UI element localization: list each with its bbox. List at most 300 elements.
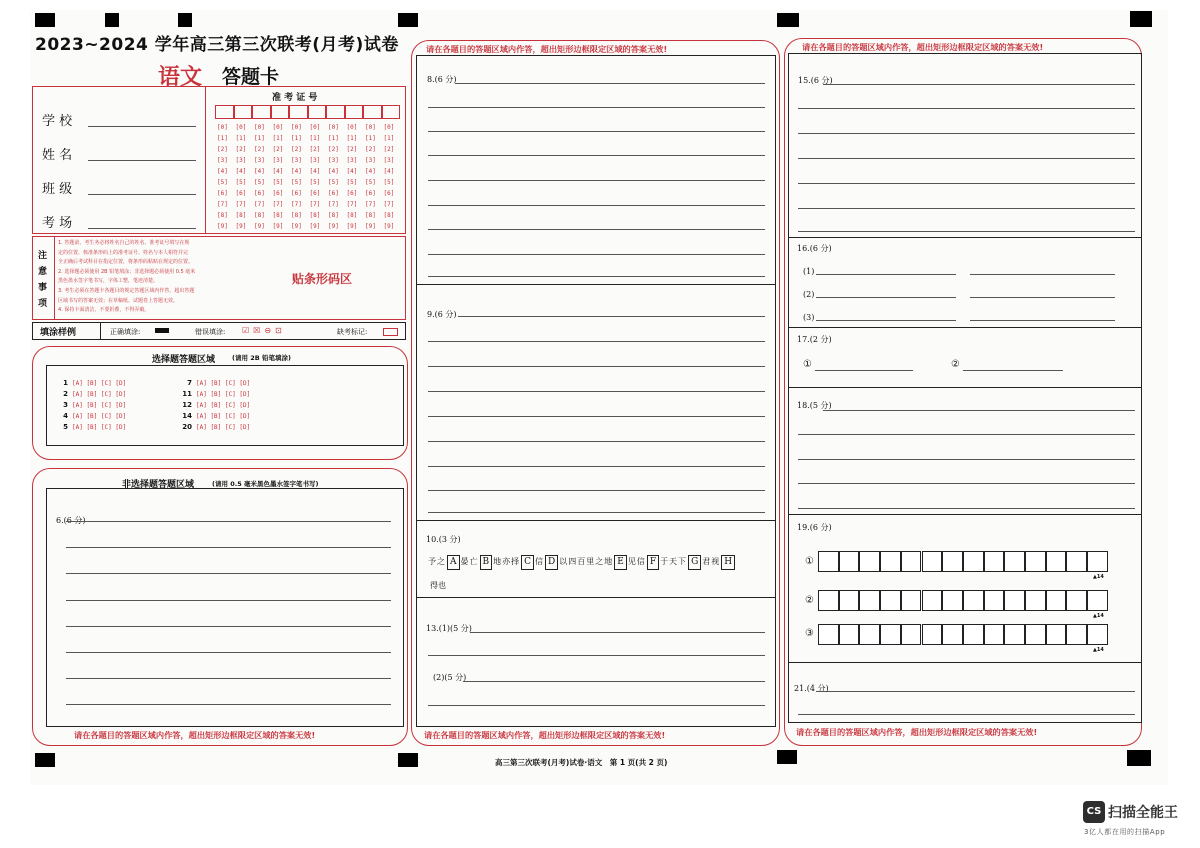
exam-id-bubble[interactable]: [2] <box>328 146 339 153</box>
exam-id-entry-box[interactable] <box>363 105 382 119</box>
q19-char-cell[interactable] <box>1087 590 1108 611</box>
exam-id-bubble[interactable]: [1] <box>254 135 265 142</box>
exam-id-bubble[interactable]: [6] <box>309 190 321 197</box>
mc-note: (请用 2B 铅笔填涂) <box>232 354 291 362</box>
exam-id-bubble[interactable]: [3] <box>328 157 339 164</box>
exam-id-bubble[interactable]: [3] <box>217 157 228 164</box>
exam-id-bubble[interactable]: [8] <box>217 212 228 219</box>
registration-mark <box>777 13 799 27</box>
q19-char-cell[interactable] <box>1066 590 1087 611</box>
q19-char-cell[interactable] <box>859 624 880 645</box>
mc-options[interactable]: [A] [B] [C] [D] <box>196 380 251 387</box>
mc-title: 选择题答题区域 <box>152 355 216 365</box>
notice-line: 1. 答题前，考生务必将姓名自己的姓名、准考证号填写在规 <box>58 240 190 246</box>
exam-id-bubble[interactable]: [1] <box>383 135 395 142</box>
q19-char-cell[interactable] <box>839 590 860 611</box>
exam-id-bubble[interactable]: [3] <box>346 157 358 164</box>
exam-id-bubble[interactable]: [0] <box>235 124 247 131</box>
exam-id-bubble[interactable]: [9] <box>272 223 284 230</box>
exam-id-bubble[interactable]: [9] <box>291 223 302 230</box>
q16-answer-line[interactable] <box>970 274 1115 275</box>
q19-char-cell[interactable] <box>1025 624 1046 645</box>
barcode-area-label: 贴条形码区 <box>292 272 353 286</box>
mc-options[interactable]: [A] [B] [C] [D] <box>196 391 251 398</box>
q6-answer-line[interactable] <box>66 547 391 548</box>
q16-label: 16.(6 分) <box>797 244 832 253</box>
scanner-tagline: 3亿人都在用的扫描App <box>1084 828 1166 836</box>
warning-top-right: 请在各题目的答题区域内作答，超出矩形边框限定区域的答案无效! <box>802 42 1044 52</box>
exam-id-entry-box[interactable] <box>326 105 345 119</box>
q18-answer-line[interactable] <box>823 410 1135 411</box>
q19-char-cell[interactable] <box>818 551 839 572</box>
registration-mark <box>1127 750 1151 766</box>
q15-answer-line[interactable] <box>798 208 1135 209</box>
exam-id-bubble[interactable]: [3] <box>254 157 265 164</box>
q16-answer-line[interactable] <box>970 320 1115 321</box>
notice-line: 区域书写的答案无效；在草稿纸、试题卷上答题无效。 <box>58 297 179 304</box>
q13-1-label: 13.(1)(5 分) <box>426 624 472 633</box>
q19-char-cell[interactable] <box>1046 590 1067 611</box>
q16-answer-line[interactable] <box>970 297 1115 298</box>
exam-id-bubble[interactable]: [0] <box>365 124 376 131</box>
q19-char-cell[interactable] <box>1004 624 1025 645</box>
middle-divider <box>416 597 776 598</box>
exam-id-bubble[interactable]: [0] <box>346 124 358 131</box>
exam-id-bubble[interactable]: [2] <box>272 146 284 153</box>
exam-id-bubble[interactable]: [1] <box>217 135 228 142</box>
exam-id-bubble[interactable]: [5] <box>254 179 265 186</box>
exam-id-bubble[interactable]: [3] <box>309 157 321 164</box>
q15-label: 15.(6 分) <box>798 76 833 85</box>
exam-id-bubble[interactable]: [6] <box>328 190 339 197</box>
correct-fill-label: 正确填涂: <box>110 328 141 336</box>
q9-answer-line[interactable] <box>458 316 765 317</box>
q19-char-cell[interactable] <box>984 624 1005 645</box>
exam-id-bubble[interactable]: [4] <box>309 168 321 175</box>
q8-answer-line[interactable] <box>428 180 765 181</box>
mc-question-number: 20 <box>182 423 192 431</box>
q9-answer-line[interactable] <box>428 341 765 342</box>
exam-id-bubble[interactable]: [2] <box>254 146 265 153</box>
exam-id-bubble[interactable]: [3] <box>291 157 302 164</box>
mc-options[interactable]: [A] [B] [C] [D] <box>72 424 127 431</box>
q15-answer-line[interactable] <box>798 183 1135 184</box>
exam-id-bubble[interactable]: [4] <box>291 168 302 175</box>
q17-label: 17.(2 分) <box>797 335 832 344</box>
exam-id-bubble[interactable]: [8] <box>309 212 321 219</box>
exam-id-bubble[interactable]: [8] <box>272 212 284 219</box>
mc-question-number: 4 <box>63 412 68 420</box>
q19-char-cell[interactable] <box>901 590 922 611</box>
exam-id-bubble[interactable]: [0] <box>254 124 265 131</box>
fill-example-divider <box>100 322 101 340</box>
q6-answer-line[interactable] <box>66 600 391 601</box>
q19-char-cell[interactable] <box>984 551 1005 572</box>
q10-text-segment: 晏亡 <box>460 557 479 566</box>
q10-text-segment: 予之 <box>428 557 446 566</box>
name-field[interactable] <box>88 160 196 161</box>
q10-break-box[interactable]: E <box>614 555 627 570</box>
room-label: 考 场 <box>42 216 73 231</box>
exam-id-bubble[interactable]: [0] <box>272 124 284 131</box>
exam-id-bubble[interactable]: [8] <box>365 212 376 219</box>
exam-id-bubble[interactable]: [6] <box>217 190 228 197</box>
q15-answer-line[interactable] <box>823 84 1135 85</box>
q19-char-cell[interactable] <box>922 624 943 645</box>
exam-id-bubble[interactable]: [4] <box>383 168 395 175</box>
exam-id-bubble[interactable]: [7] <box>309 201 321 208</box>
q19-char-cell[interactable] <box>942 590 963 611</box>
fill-example-label: 填涂样例 <box>40 328 77 338</box>
exam-id-bubble[interactable]: [7] <box>272 201 284 208</box>
q19-item-1: ① <box>805 556 814 567</box>
exam-id-bubble[interactable]: [7] <box>383 201 395 208</box>
q13-2-answer-line[interactable] <box>428 705 765 706</box>
q16-answer-line[interactable] <box>816 297 956 298</box>
exam-id-bubble[interactable]: [1] <box>346 135 358 142</box>
nonmc-title: 非选择题答题区域 <box>122 480 195 490</box>
q6-answer-line[interactable] <box>66 652 391 653</box>
q8-answer-line[interactable] <box>428 276 765 277</box>
q19-char-cell[interactable] <box>942 551 963 572</box>
q10-break-box[interactable]: G <box>688 555 701 570</box>
q19-char-cell[interactable] <box>1025 551 1046 572</box>
exam-id-bubble[interactable]: [3] <box>383 157 395 164</box>
q10-break-box[interactable]: F <box>647 555 659 570</box>
exam-id-bubble[interactable]: [4] <box>272 168 284 175</box>
q10-sentence[interactable] <box>428 555 736 570</box>
exam-id-bubble[interactable]: [2] <box>365 146 376 153</box>
exam-id-entry-box[interactable] <box>234 105 253 119</box>
exam-id-bubble[interactable]: [2] <box>217 146 228 153</box>
exam-id-grid[interactable] <box>215 105 401 231</box>
right-divider <box>788 237 1142 238</box>
mc-options[interactable]: [A] [B] [C] [D] <box>196 402 251 409</box>
q8-answer-line[interactable] <box>428 107 765 108</box>
exam-id-bubble[interactable]: [6] <box>383 190 395 197</box>
registration-mark <box>1130 11 1152 27</box>
q13-1-answer-line[interactable] <box>428 655 765 656</box>
q19-char-cell[interactable] <box>839 624 860 645</box>
card-name: 答题卡 <box>222 66 280 88</box>
absent-mark-box[interactable] <box>383 328 398 336</box>
q18-answer-line[interactable] <box>798 508 1135 509</box>
exam-id-bubble[interactable]: [8] <box>383 212 395 219</box>
q19-char-cell[interactable] <box>963 624 984 645</box>
exam-id-entry-box[interactable] <box>289 105 308 119</box>
exam-id-bubble[interactable]: [1] <box>235 135 247 142</box>
q19-count-2: ▲14 <box>1093 613 1104 619</box>
q19-char-cell[interactable] <box>1004 590 1025 611</box>
q10-text-segment: 于天下 <box>660 557 688 566</box>
notice-line: 全正确后考试科目在指定位置，将条形码粘贴在规定的位置。 <box>58 259 194 266</box>
q8-answer-line[interactable] <box>428 205 765 206</box>
warning-bottom-middle: 请在各题目的答题区域内作答，超出矩形边框限定区域的答案无效! <box>424 730 666 740</box>
q6-answer-line[interactable] <box>66 573 391 574</box>
exam-id-entry-box[interactable] <box>345 105 364 119</box>
q19-char-cell[interactable] <box>1087 624 1108 645</box>
notice-line: 黑色墨水签字笔书写，字体工整，笔迹清楚。 <box>58 278 159 285</box>
exam-id-entry-box[interactable] <box>271 105 290 119</box>
q17-answer-line[interactable] <box>963 370 1063 371</box>
q16-item-2: (2) <box>803 290 815 299</box>
q19-char-cell[interactable] <box>880 624 901 645</box>
mc-options[interactable]: [A] [B] [C] [D] <box>72 391 127 398</box>
registration-mark <box>105 13 119 27</box>
q16-answer-line[interactable] <box>816 320 956 321</box>
q19-item-3: ③ <box>805 628 814 639</box>
exam-id-bubble[interactable]: [4] <box>346 168 358 175</box>
q9-answer-line[interactable] <box>428 466 765 467</box>
mc-options[interactable]: [A] [B] [C] [D] <box>72 402 127 409</box>
q8-answer-line[interactable] <box>428 155 765 156</box>
q16-answer-line[interactable] <box>816 274 956 275</box>
q19-char-cell[interactable] <box>922 590 943 611</box>
exam-id-bubble[interactable]: [5] <box>217 179 228 186</box>
exam-id-bubble[interactable]: [3] <box>272 157 284 164</box>
exam-id-bubble[interactable]: [0] <box>309 124 321 131</box>
q19-count-1: ▲14 <box>1093 574 1104 580</box>
exam-id-bubble[interactable]: [0] <box>383 124 395 131</box>
exam-id-bubble[interactable]: [0] <box>217 124 228 131</box>
q19-char-cell[interactable] <box>942 624 963 645</box>
q19-char-cell[interactable] <box>1025 590 1046 611</box>
exam-id-bubble[interactable]: [1] <box>272 135 284 142</box>
q6-answer-line[interactable] <box>66 626 391 627</box>
q19-char-cell[interactable] <box>818 624 839 645</box>
q10-text-segment: 地亦择 <box>493 557 521 566</box>
q8-answer-line[interactable] <box>455 83 765 84</box>
right-divider <box>788 662 1142 663</box>
q6-answer-line[interactable] <box>66 704 391 705</box>
name-label: 姓 名 <box>42 148 73 163</box>
exam-id-bubble[interactable]: [0] <box>328 124 339 131</box>
exam-id-bubble[interactable]: [6] <box>346 190 358 197</box>
exam-id-bubble[interactable]: [4] <box>235 168 247 175</box>
exam-id-bubble[interactable]: [6] <box>272 190 284 197</box>
q9-answer-line[interactable] <box>428 391 765 392</box>
exam-id-bubble[interactable]: [4] <box>217 168 228 175</box>
q19-char-cell[interactable] <box>963 590 984 611</box>
q19-char-cell[interactable] <box>922 551 943 572</box>
exam-id-bubble[interactable]: [5] <box>272 179 284 186</box>
q15-answer-line[interactable] <box>798 133 1135 134</box>
notice-text <box>58 239 243 316</box>
exam-id-bubble[interactable]: [4] <box>365 168 376 175</box>
exam-id-bubble[interactable]: [8] <box>291 212 302 219</box>
exam-id-bubble[interactable]: [2] <box>346 146 358 153</box>
exam-id-bubble[interactable]: [1] <box>365 135 376 142</box>
q18-answer-line[interactable] <box>798 434 1135 435</box>
exam-id-bubble[interactable]: [7] <box>254 201 265 208</box>
exam-id-bubble[interactable]: [2] <box>235 146 247 153</box>
exam-id-entry-box[interactable] <box>215 105 234 119</box>
exam-id-bubble[interactable]: [5] <box>291 179 302 186</box>
exam-id-bubble[interactable]: [9] <box>217 223 228 230</box>
right-divider <box>788 387 1142 388</box>
exam-id-bubble[interactable]: [5] <box>383 179 395 186</box>
registration-mark <box>777 750 797 764</box>
room-field[interactable] <box>88 228 196 229</box>
exam-id-bubble[interactable]: [6] <box>291 190 302 197</box>
class-label: 班 级 <box>42 182 73 197</box>
q18-answer-line[interactable] <box>798 459 1135 460</box>
exam-id-bubble[interactable]: [2] <box>309 146 321 153</box>
q10-break-box[interactable]: B <box>480 555 493 570</box>
q10-text-segment: 以四百里之地 <box>559 557 614 566</box>
exam-id-bubble[interactable]: [8] <box>346 212 358 219</box>
q13-2-answer-line[interactable] <box>463 681 765 682</box>
q15-answer-line[interactable] <box>798 158 1135 159</box>
scanner-name: 扫描全能王 <box>1108 805 1178 821</box>
exam-id-bubble[interactable]: [5] <box>365 179 376 186</box>
exam-id-entry-box[interactable] <box>252 105 271 119</box>
q8-answer-line[interactable] <box>428 229 765 230</box>
exam-id-bubble[interactable]: [9] <box>383 223 395 230</box>
exam-id-entry-box[interactable] <box>308 105 327 119</box>
q10-break-box[interactable]: A <box>447 555 460 570</box>
q17-answer-line[interactable] <box>815 370 913 371</box>
nonmc-note: (请用 0.5 毫米黑色墨水签字笔书写) <box>212 480 319 488</box>
q19-char-cell[interactable] <box>963 551 984 572</box>
q19-char-cell[interactable] <box>1087 551 1108 572</box>
q6-answer-line[interactable] <box>66 521 391 522</box>
exam-id-bubble[interactable]: [6] <box>254 190 265 197</box>
q19-char-cell[interactable] <box>901 551 922 572</box>
q19-item-2: ② <box>805 595 814 606</box>
q19-char-cell[interactable] <box>859 590 880 611</box>
notice-label <box>38 248 50 312</box>
exam-id-bubble[interactable]: [3] <box>235 157 247 164</box>
q9-label: 9.(6 分) <box>427 310 457 319</box>
exam-id-bubble[interactable]: [5] <box>328 179 339 186</box>
mc-answer-grid[interactable] <box>60 379 360 439</box>
wrong-fill-samples: ☑☒⊖⊡ <box>242 326 286 335</box>
exam-id-bubble[interactable]: [9] <box>346 223 358 230</box>
exam-id-bubble[interactable]: [2] <box>383 146 395 153</box>
exam-id-bubble[interactable]: [5] <box>346 179 358 186</box>
exam-id-bubble[interactable]: [7] <box>217 201 228 208</box>
q19-label: 19.(6 分) <box>797 523 832 532</box>
q10-break-box[interactable]: C <box>521 555 534 570</box>
exam-id-bubble[interactable]: [9] <box>365 223 376 230</box>
exam-id-bubble[interactable]: [5] <box>309 179 321 186</box>
q15-answer-line[interactable] <box>798 231 1135 232</box>
q9-answer-line[interactable] <box>428 490 765 491</box>
exam-id-bubble[interactable]: [4] <box>328 168 339 175</box>
q19-char-cell[interactable] <box>984 590 1005 611</box>
q19-char-cell[interactable] <box>1046 624 1067 645</box>
q16-item-3: (3) <box>803 313 815 322</box>
correct-fill-sample <box>155 328 169 333</box>
q10-break-box[interactable]: D <box>545 555 558 570</box>
q8-answer-line[interactable] <box>428 254 765 255</box>
q10-break-box[interactable]: H <box>721 555 735 570</box>
q19-char-cell[interactable] <box>1066 551 1087 572</box>
subject-title: 语文 <box>158 65 203 90</box>
class-field[interactable] <box>88 194 196 195</box>
exam-id-bubble[interactable]: [7] <box>235 201 247 208</box>
q19-char-cell[interactable] <box>1046 551 1067 572</box>
q19-char-cell[interactable] <box>1004 551 1025 572</box>
q19-count-3: ▲14 <box>1093 647 1104 653</box>
q19-char-cell[interactable] <box>880 590 901 611</box>
exam-id-bubble[interactable]: [8] <box>235 212 247 219</box>
q18-answer-line[interactable] <box>798 483 1135 484</box>
exam-id-bubble[interactable]: [6] <box>235 190 247 197</box>
q9-answer-line[interactable] <box>428 441 765 442</box>
exam-id-bubble[interactable]: [7] <box>365 201 376 208</box>
q10-label: 10.(3 分) <box>426 535 461 544</box>
exam-id-bubble[interactable]: [9] <box>328 223 339 230</box>
exam-id-bubble[interactable]: [3] <box>365 157 376 164</box>
exam-id-bubble[interactable]: [9] <box>309 223 321 230</box>
q8-answer-line[interactable] <box>428 131 765 132</box>
mc-question-number: 14 <box>182 412 192 420</box>
q6-answer-line[interactable] <box>66 678 391 679</box>
q21-label: 21.(4 分) <box>794 684 829 693</box>
q9-answer-line[interactable] <box>428 366 765 367</box>
q19-char-cell[interactable] <box>818 590 839 611</box>
q10-text-segment: 君视 <box>702 557 721 566</box>
exam-id-bubble[interactable]: [1] <box>328 135 339 142</box>
exam-id-bubble[interactable]: [1] <box>291 135 302 142</box>
exam-id-bubble[interactable]: [2] <box>291 146 302 153</box>
q9-answer-line[interactable] <box>428 512 765 513</box>
exam-id-bubble[interactable]: [1] <box>309 135 321 142</box>
exam-id-bubble[interactable]: [5] <box>235 179 247 186</box>
q19-char-cell[interactable] <box>1066 624 1087 645</box>
mc-question-number: 1 <box>63 379 68 387</box>
mc-options[interactable]: [A] [B] [C] [D] <box>72 380 127 387</box>
notice-label-divider <box>54 236 55 320</box>
q19-char-cell[interactable] <box>901 624 922 645</box>
exam-id-bubble[interactable]: [7] <box>291 201 302 208</box>
q13-1-answer-line[interactable] <box>470 632 765 633</box>
mc-question-number: 11 <box>182 390 192 398</box>
exam-id-bubble[interactable]: [8] <box>328 212 339 219</box>
exam-id-bubble[interactable]: [7] <box>346 201 358 208</box>
exam-id-bubble[interactable]: [4] <box>254 168 265 175</box>
mc-question-number: 7 <box>187 379 192 387</box>
mc-options[interactable]: [A] [B] [C] [D] <box>72 413 127 420</box>
exam-id-bubble[interactable]: [0] <box>291 124 302 131</box>
warning-bottom-left: 请在各题目的答题区域内作答，超出矩形边框限定区域的答案无效! <box>74 730 316 740</box>
exam-id-bubble[interactable]: [9] <box>235 223 247 230</box>
q19-char-cell[interactable] <box>880 551 901 572</box>
mc-options[interactable]: [A] [B] [C] [D] <box>196 413 251 420</box>
q15-answer-line[interactable] <box>798 108 1135 109</box>
middle-divider <box>416 284 776 285</box>
exam-id-bubble[interactable]: [6] <box>365 190 376 197</box>
exam-title: 2023~2024 学年高三第三次联考(月考)试卷 <box>35 35 399 55</box>
q9-answer-line[interactable] <box>428 416 765 417</box>
mc-question-number: 2 <box>63 390 68 398</box>
q19-char-cell[interactable] <box>839 551 860 572</box>
q8-label: 8.(6 分) <box>427 75 457 84</box>
q19-char-cell[interactable] <box>859 551 880 572</box>
exam-id-bubble[interactable]: [8] <box>254 212 265 219</box>
exam-id-label: 准 考 证 号 <box>272 93 318 103</box>
mc-options[interactable]: [A] [B] [C] [D] <box>196 424 251 431</box>
q6-answer-box <box>46 488 404 727</box>
exam-id-bubble[interactable]: [9] <box>254 223 265 230</box>
exam-id-entry-box[interactable] <box>382 105 401 119</box>
q21-answer-line[interactable] <box>798 714 1135 715</box>
q21-answer-line[interactable] <box>816 691 1135 692</box>
exam-id-bubble[interactable]: [7] <box>328 201 339 208</box>
school-field[interactable] <box>88 126 196 127</box>
